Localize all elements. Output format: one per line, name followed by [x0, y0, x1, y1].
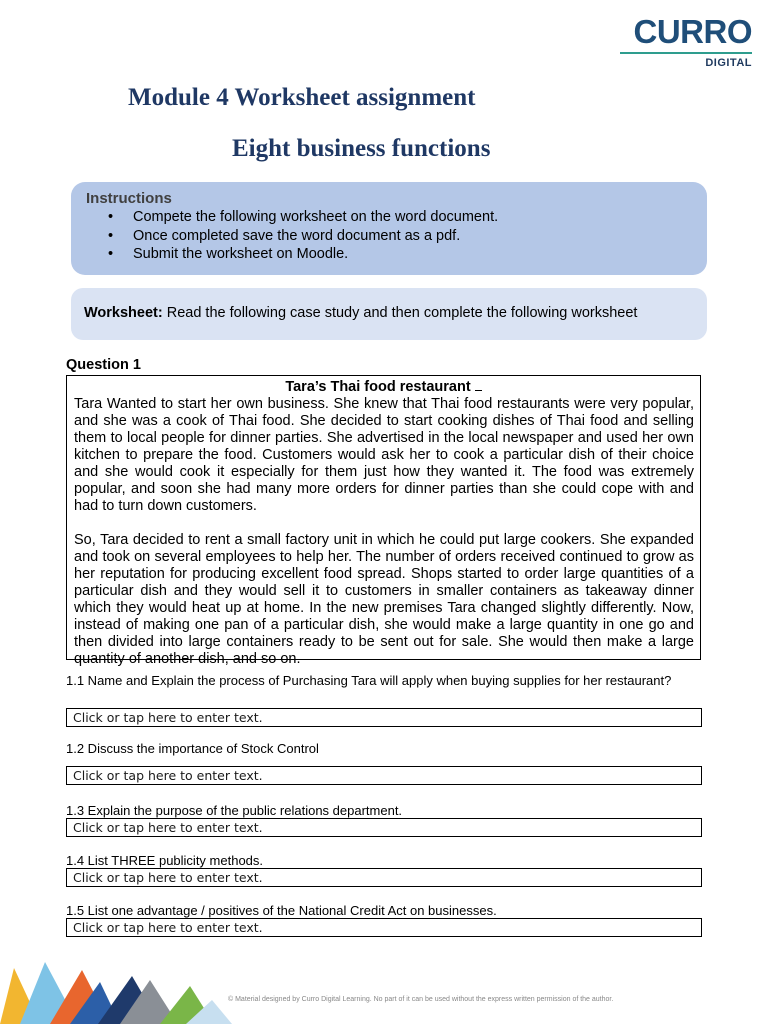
case-study-box: [66, 375, 701, 667]
case-study-paragraph-2: So, Tara decided to rent a small factory unit in which he could put large cookers. She expanded and took on several employees to help her. The number of orders received continued to grow as her reputation for producing excellent food spread. Shops started to order large quantities of a particular dish and they would sell it to customers in smaller containers as takeaway dinner which they would heat up at home. In the new premises Tara changed slightly differently. Now, instead of making one pan of a particular dish, she would make a large quantity in one go and then divided into large containers ready to be sent out for sale. She would then make a large quantity of another dish, and so on.: [74, 532, 694, 667]
copyright-note: © Material designed by Curro Digital Learning. No part of it can be used without the express written permission of the author.: [228, 996, 614, 1003]
question-1-heading: Question 1: [66, 357, 141, 373]
module-title: Module 4 Worksheet assignment: [128, 84, 476, 111]
curro-digital-logo: [612, 14, 752, 69]
case-study-paragraph-1: Tara Wanted to start her own business. She knew that Thai food restaurants were very popular, and she was a cook of Thai food. She decided to start cooking dishes of Thai food and selling them to local people for dinner parties. She advertised in the local newspaper and used her own kitchen to prepare the food. Customers would ask her to cook a particular dish of their choice and she would cook it especially for them just how they wanted it. The food was extremely popular, and soon she had many more orders for dinner parties than she could cope with and had to turn down customers.: [74, 396, 694, 514]
worksheet-label: Worksheet:: [84, 305, 163, 321]
topic-title: Eight business functions: [232, 135, 491, 162]
question-1-2: 1.2 Discuss the importance of Stock Control: [66, 741, 319, 756]
instruction-item: • Compete the following worksheet on the word document.: [106, 208, 498, 227]
question-1-3: 1.3 Explain the purpose of the public relations department.: [66, 803, 403, 818]
instructions-list: [106, 208, 498, 264]
logo-rule: [620, 52, 752, 54]
answer-field-1-3[interactable]: Click or tap here to enter text.: [66, 818, 702, 837]
case-study-title-row: [67, 377, 700, 396]
logo-subtitle: DIGITAL: [705, 57, 752, 69]
answer-field-1-4[interactable]: Click or tap here to enter text.: [66, 868, 702, 887]
title-underline-mark: [475, 377, 482, 391]
question-1-1: 1.1 Name and Explain the process of Purchasing Tara will apply when buying supplies for her restaurant?: [66, 673, 672, 688]
logo-wordmark: CURRO: [633, 13, 752, 50]
answer-field-1-1[interactable]: Click or tap here to enter text.: [66, 708, 702, 727]
question-1-5: 1.5 List one advantage / positives of the National Credit Act on businesses.: [66, 903, 497, 918]
instruction-item: • Submit the worksheet on Moodle.: [106, 245, 498, 264]
instructions-box: [71, 182, 707, 275]
instructions-heading: Instructions: [86, 190, 172, 207]
worksheet-text: Read the following case study and then complete the following worksheet: [162, 305, 638, 321]
question-1-4: 1.4 List THREE publicity methods.: [66, 853, 264, 868]
answer-field-1-2[interactable]: Click or tap here to enter text.: [66, 766, 702, 785]
answer-field-1-5[interactable]: Click or tap here to enter text.: [66, 918, 702, 937]
worksheet-box: [71, 288, 707, 340]
worksheet-instruction: [84, 305, 637, 321]
instruction-item: • Once completed save the word document as a pdf.: [106, 227, 498, 246]
decorative-triangles: [0, 948, 240, 1024]
case-study-title: Tara’s Thai food restaurant: [285, 379, 471, 395]
